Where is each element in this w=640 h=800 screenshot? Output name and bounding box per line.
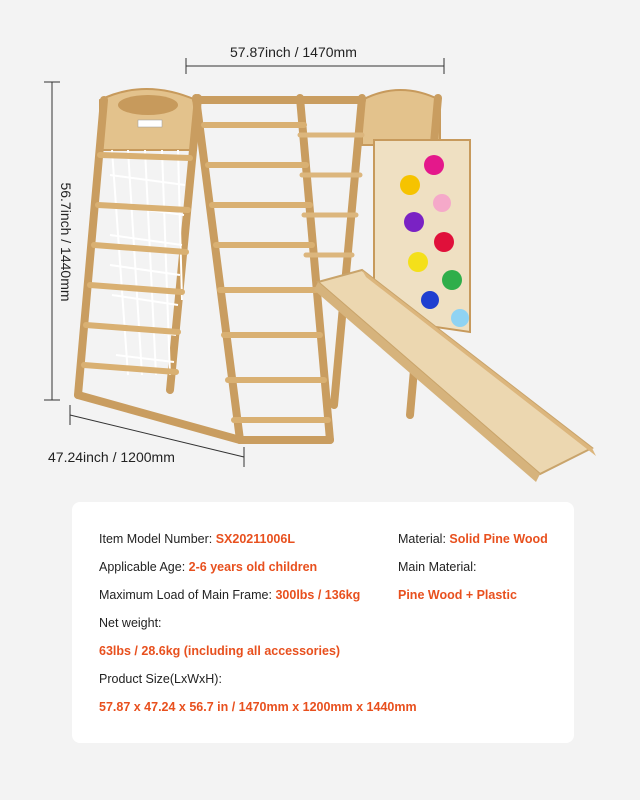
spec-main-material-label: Main Material: (398, 560, 477, 574)
width-dimension-line (186, 58, 444, 74)
spec-main-material (398, 588, 517, 602)
climbing-hold-icon (408, 252, 428, 272)
spec-model-value: SX20211006L (215, 532, 295, 546)
spec-weight-value: 63lbs / 28.6kg (including all accessories) (99, 644, 341, 658)
spec-age (99, 560, 317, 574)
spec-material (398, 532, 548, 546)
spec-age-label: Applicable Age: (99, 560, 186, 574)
width-dimension-label: 57.87inch / 1470mm (230, 44, 357, 60)
spec-size-label: Product Size(LxWxH): (99, 672, 222, 686)
climbing-hold-icon (433, 194, 451, 212)
climbing-hold-icon (424, 155, 444, 175)
climbing-hold-icon (442, 270, 462, 290)
back-arch-panel (100, 89, 196, 150)
climbing-hold-icon (434, 232, 454, 252)
spec-load-label: Maximum Load of Main Frame: (99, 588, 272, 602)
climbing-hold-icon (451, 309, 469, 327)
spec-load (99, 588, 360, 602)
depth-dimension-label: 47.24inch / 1200mm (48, 449, 175, 465)
spec-model-label: Item Model Number: (99, 532, 213, 546)
right-arch-panel (362, 90, 440, 145)
spec-weight (99, 644, 340, 658)
spec-load-value: 300lbs / 136kg (275, 588, 361, 602)
spec-weight-label: Net weight: (99, 616, 162, 630)
spec-size (99, 700, 417, 714)
spec-main-material-value: Pine Wood + Plastic (398, 588, 517, 602)
spec-age-value: 2-6 years old children (188, 560, 318, 574)
spec-model (99, 532, 295, 546)
spec-card (72, 502, 574, 743)
spec-material-label: Material: (398, 532, 446, 546)
climbing-hold-icon (400, 175, 420, 195)
climbing-hold-icon (421, 291, 439, 309)
spec-size-value: 57.87 x 47.24 x 56.7 in / 1470mm x 1200mm x 1440mm (99, 700, 417, 714)
spec-material-value: Solid Pine Wood (449, 532, 548, 546)
height-dimension-label: 56.7inch / 1440mm (58, 182, 74, 302)
climbing-hold-icon (404, 212, 424, 232)
